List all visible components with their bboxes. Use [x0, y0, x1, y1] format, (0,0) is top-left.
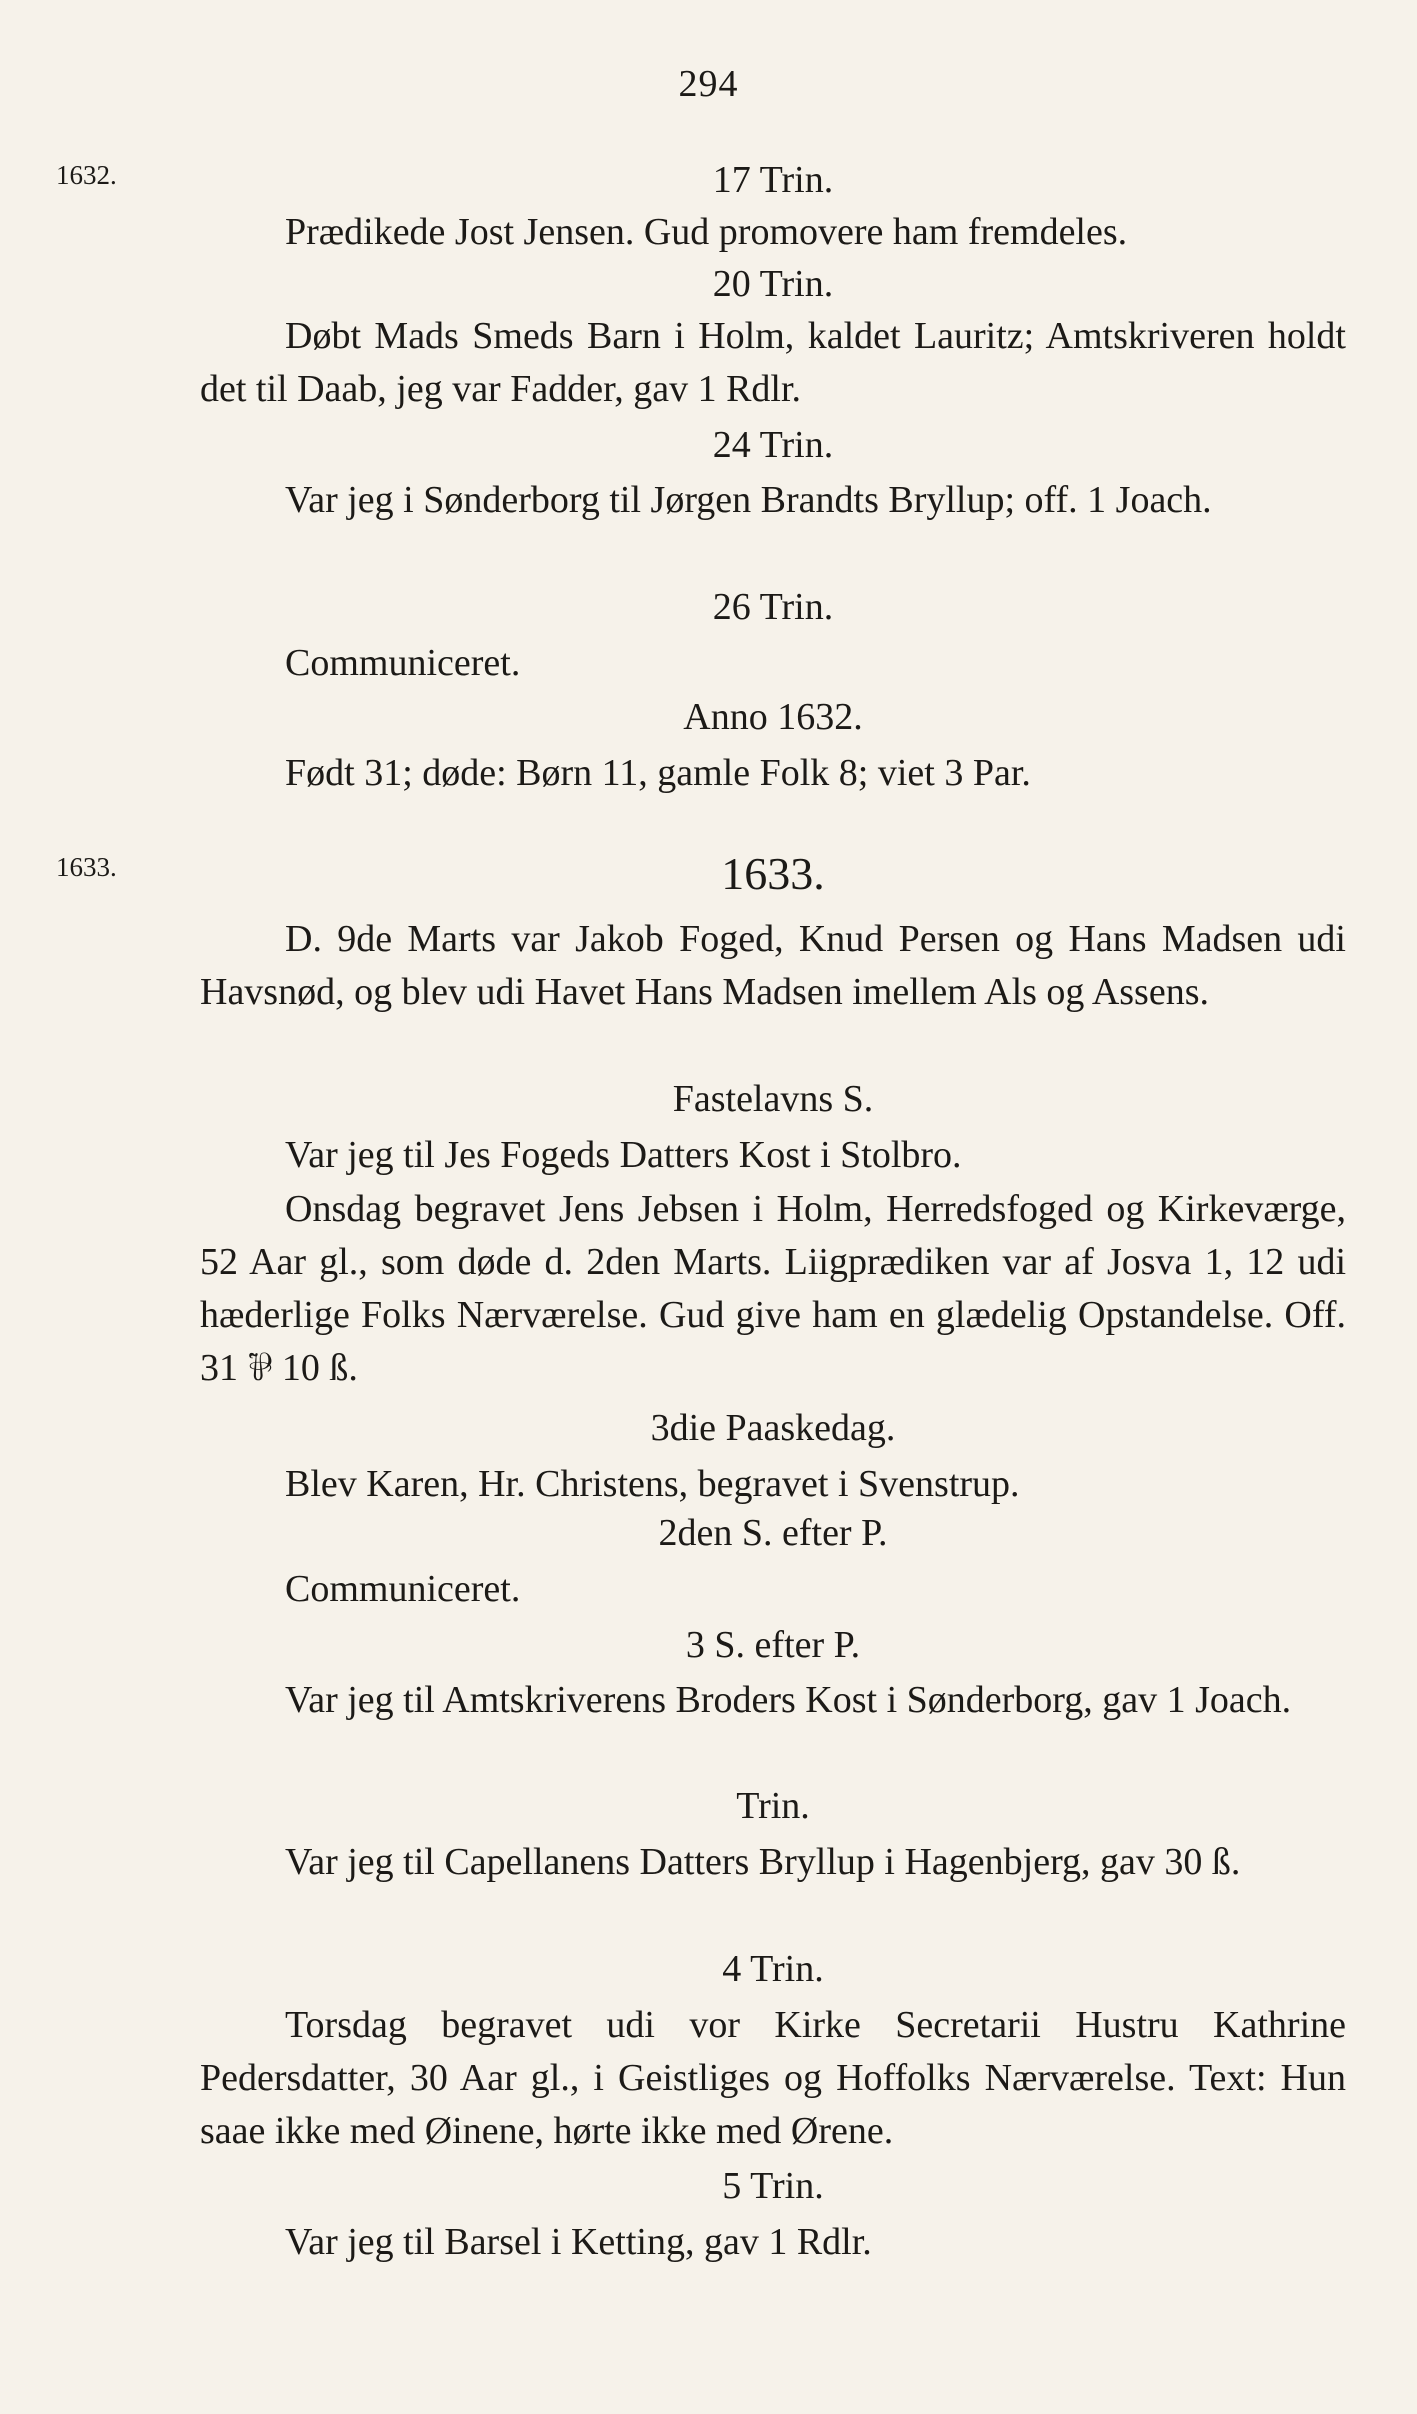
- section-heading: 20 Trin.: [712, 263, 834, 305]
- entry-paragraph: Torsdag begravet udi vor Kirke Secretarii Hustru Kathrine Pedersdatter, 30 Aar gl., i Geistliges og Hoffolks Nærværelse. Text: Hun saae ikke med Øinene, hørte ikke med Ørene.: [200, 2004, 1346, 2152]
- entry-paragraph: Var jeg i Sønderborg til Jørgen Brandts Bryllup; off. 1 Joach.: [285, 479, 1212, 521]
- entry-paragraph: Blev Karen, Hr. Christens, begravet i Svenstrup.: [285, 1463, 1020, 1505]
- section-heading: Trin.: [736, 1785, 810, 1827]
- entry-paragraph: Prædikede Jost Jensen. Gud promovere ham fremdeles.: [285, 211, 1128, 253]
- entry-paragraph: Var jeg til Barsel i Ketting, gav 1 Rdlr.: [285, 2221, 872, 2263]
- entry-paragraph: Var jeg til Capellanens Datters Bryllup i Hagenbjerg, gav 30 ß.: [285, 1841, 1241, 1883]
- year-heading: 1633.: [721, 848, 825, 899]
- entry-paragraph: Født 31; døde: Børn 11, gamle Folk 8; viet 3 Par.: [285, 752, 1031, 794]
- section-heading: 3 S. efter P.: [685, 1624, 861, 1666]
- entry-paragraph: Var jeg til Jes Fogeds Datters Kost i Stolbro.: [285, 1134, 962, 1176]
- section-heading: Anno 1632.: [683, 696, 863, 738]
- entry-paragraph: Var jeg til Amtskriverens Broders Kost i Sønderborg, gav 1 Joach.: [285, 1679, 1292, 1721]
- entry-paragraph: Communiceret.: [285, 1568, 521, 1610]
- section-heading: 24 Trin.: [712, 424, 834, 466]
- section-heading: 17 Trin.: [712, 159, 834, 201]
- margin-year-1632: 1632.: [56, 160, 117, 190]
- entry-paragraph: D. 9de Marts var Jakob Foged, Knud Persen og Hans Madsen udi Havsnød, og blev udi Havet Hans Madsen imellem Als og Assens.: [200, 918, 1346, 1013]
- section-heading: 26 Trin.: [712, 586, 834, 628]
- section-heading: 5 Trin.: [722, 2165, 824, 2207]
- entry-paragraph: Communiceret.: [285, 642, 521, 684]
- section-heading: 4 Trin.: [722, 1948, 824, 1990]
- section-heading: 3die Paaskedag.: [650, 1407, 896, 1449]
- margin-year-1633: 1633.: [56, 852, 117, 882]
- entry-paragraph: Døbt Mads Smeds Barn i Holm, kaldet Lauritz; Amtskriveren holdt det til Daab, jeg var Fadder, gav 1 Rdlr.: [200, 315, 1346, 410]
- entry-paragraph: Onsdag begravet Jens Jebsen i Holm, Herredsfoged og Kirkeværge, 52 Aar gl., som døde d. 2den Marts. Liigprædiken var af Josva 1, 12 udi hæderlige Folks Nærværelse. Gud give ham en glædelig Opstandelse. Off. 31 ⅌ 10 ß.: [200, 1188, 1346, 1389]
- page-number: 294: [678, 63, 739, 105]
- section-heading: 2den S. efter P.: [658, 1512, 888, 1554]
- section-heading: Fastelavns S.: [672, 1078, 874, 1120]
